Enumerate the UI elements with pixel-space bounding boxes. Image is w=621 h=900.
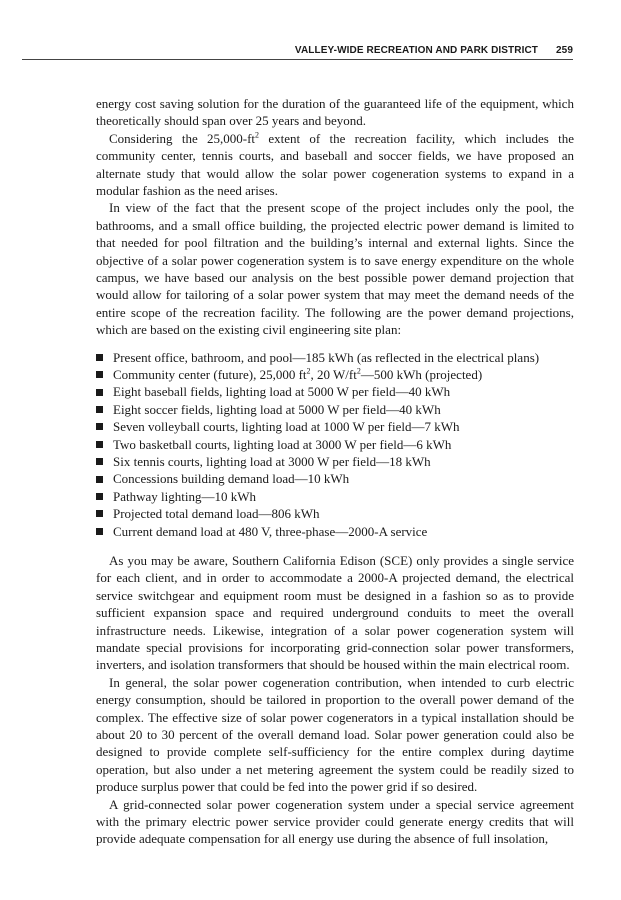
list-item: Community center (future), 25,000 $ft^2$, 20 $W/ft^2—500$ kWh (projected) bbox=[96, 366, 574, 383]
square-bullet-icon bbox=[96, 493, 103, 500]
square-bullet-icon bbox=[96, 423, 103, 430]
running-header bbox=[22, 45, 573, 60]
list-item: Six tennis courts, lighting load at 3000 W per field—18 kWh bbox=[96, 453, 574, 470]
list-item: Pathway lighting—10 kWh bbox=[96, 488, 574, 505]
list-item: Seven volleyball courts, lighting load at 1000 W per field—7 kWh bbox=[96, 418, 574, 435]
square-bullet-icon bbox=[96, 371, 103, 378]
paragraph-2: Considering the $25,000-ft^2$ extent of the recreation facility, which includes the community center, tennis courts, and baseball and soccer fields, we have proposed an alternate study that would allow the solar power cogeneration systems to expand in a modular fashion as the need arises. bbox=[96, 130, 574, 199]
square-bullet-icon bbox=[96, 441, 103, 448]
paragraph-3: In view of the fact that the present scope of the project includes only the pool, the bathrooms, and a small office building, the projected electric power demand is limited to that needed for pool filtration and the building’s internal and external lights. Since the objective of a solar power cogeneration system is to save energy expenditure on the whole campus, we have based our analysis on the best possible power demand projection that would allow for tailoring of a solar power system that may meet the demand needs of the entire scope of the recreation facility. The following are the power demand projections, which are based on the existing civil engineering site plan: bbox=[96, 200, 574, 338]
square-bullet-icon bbox=[96, 528, 103, 535]
paragraph-6: A grid-connected solar power cogeneration system under a special service agreement with the primary electric power service provider could generate energy credits that will provide adequate compensation for all energy use during the absence of full insolation, bbox=[96, 796, 574, 847]
page-number: 259 bbox=[556, 45, 573, 56]
square-bullet-icon bbox=[96, 476, 103, 483]
square-bullet-icon bbox=[96, 510, 103, 517]
list-item: Eight baseball fields, lighting load at 5000 W per field—40 kWh bbox=[96, 383, 574, 400]
body-text bbox=[96, 95, 574, 848]
list-item: Concessions building demand load—10 kWh bbox=[96, 470, 574, 487]
running-header-title: VALLEY-WIDE RECREATION AND PARK DISTRICT bbox=[294, 45, 538, 56]
square-bullet-icon bbox=[96, 389, 103, 396]
list-item: Projected total demand load—806 kWh bbox=[96, 505, 574, 522]
square-bullet-icon bbox=[96, 354, 103, 361]
paragraph-1: energy cost saving solution for the duration of the guaranteed life of the equipment, which theoretically should span over 25 years and beyond. bbox=[96, 96, 574, 129]
paragraph-4: As you may be aware, Southern California Edison (SCE) only provides a single service for each client, and in order to accommodate a 2000-A projected demand, the electrical service switchgear and equipment room must be designed in a fashion so as to provide sufficient expansion space and required underground conduits to meet the overall infrastructure needs. Likewise, integration of a solar power cogeneration system will mandate special provisions for incorporating grid-connection solar power transformers, inverters, and isolation transformers that should be housed within the main electrical room. bbox=[96, 552, 574, 673]
square-bullet-icon bbox=[96, 458, 103, 465]
list-item: Present office, bathroom, and pool—185 kWh (as reflected in the electrical plans) bbox=[96, 349, 574, 366]
square-bullet-icon bbox=[96, 406, 103, 413]
list-item: Two basketball courts, lighting load at 3000 W per field—6 kWh bbox=[96, 436, 574, 453]
paragraph-5: In general, the solar power cogeneration contribution, when intended to curb electric energy consumption, should be tailored in proportion to the overall power demand of the complex. The effective size of solar power cogenerators in a typical installation should be about 20 to 30 percent of the overall demand load. Solar power generation could also be designed to provide complete self-sufficiency for the entire complex during daytime operation, but also under a net metering agreement the system could be readily sized to produce surplus power that could be fed into the power grid if so desired. bbox=[96, 674, 574, 795]
list-item: Current demand load at 480 V, three-phase—2000-A service bbox=[96, 523, 574, 540]
power-demand-list bbox=[96, 349, 574, 540]
list-item: Eight soccer fields, lighting load at 5000 W per field—40 kWh bbox=[96, 401, 574, 418]
